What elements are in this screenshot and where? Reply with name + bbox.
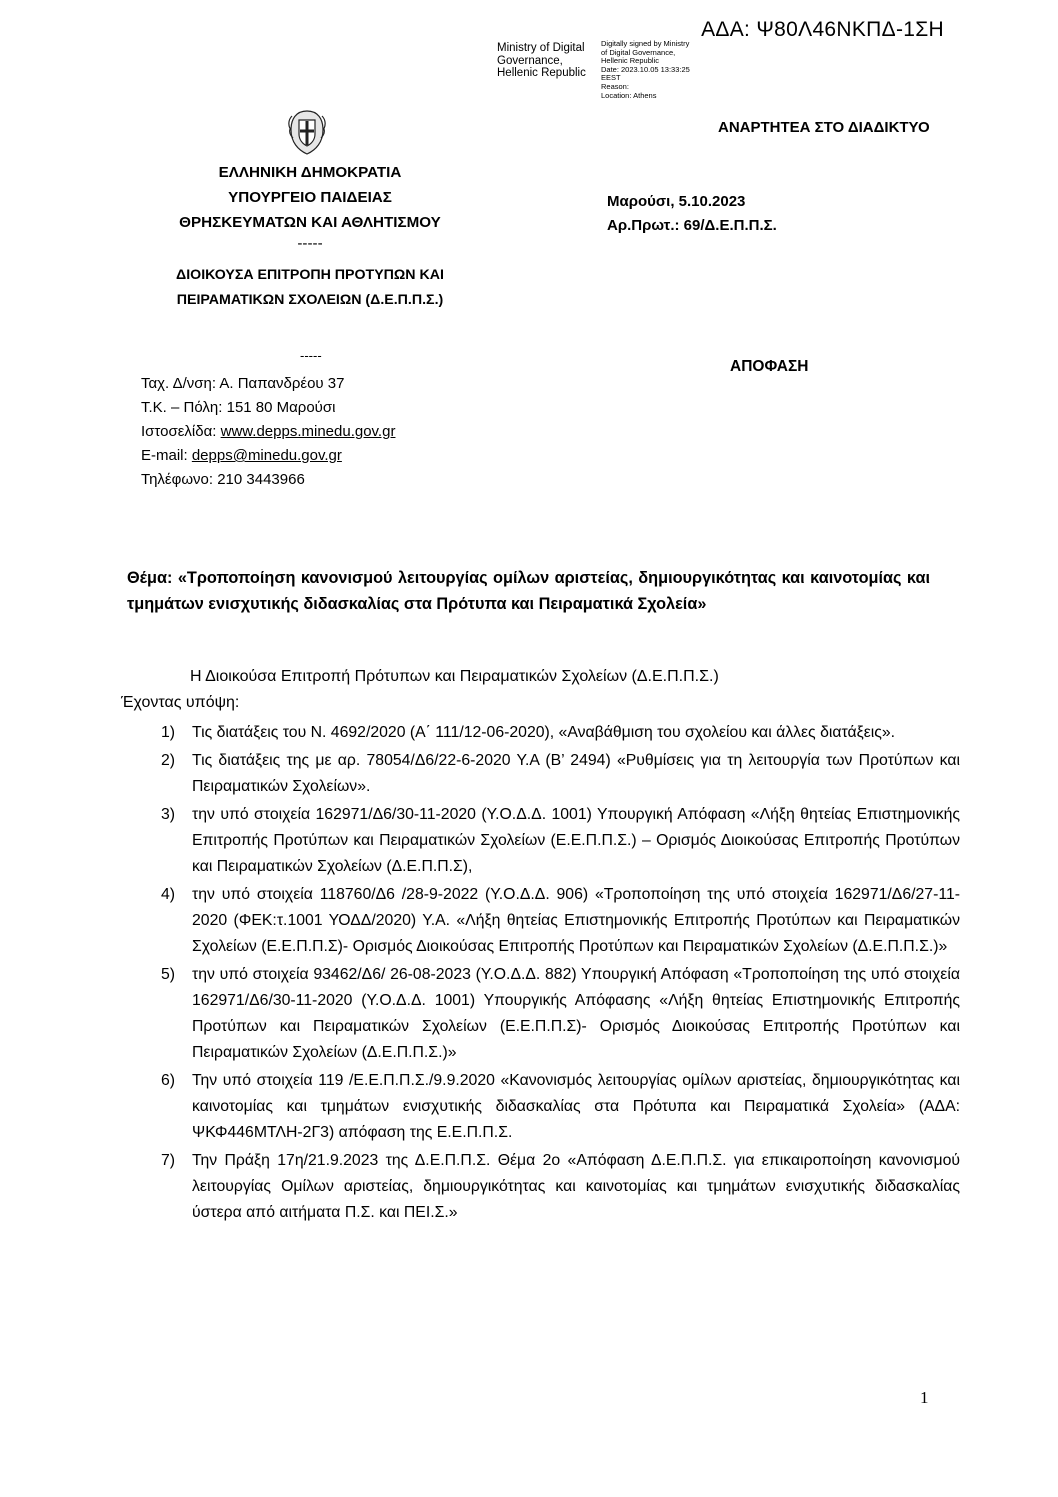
signature-detail-line: EEST xyxy=(601,73,621,83)
postal-code-city: Τ.Κ. – Πόλη: 151 80 Μαρούσι xyxy=(141,399,336,416)
signer-line: Governance, xyxy=(497,54,563,67)
signature-detail-line: Hellenic Republic xyxy=(601,56,659,66)
signer-line: Ministry of Digital xyxy=(497,42,585,54)
list-item-number: 2) xyxy=(161,752,176,769)
list-item-number: 1) xyxy=(161,724,176,741)
list-item-number: 4) xyxy=(161,886,176,903)
issuing-authority-header xyxy=(110,160,510,313)
ministry-name-line2: ΘΡΗΣΚΕΥΜΑΤΩΝ ΚΑΙ ΑΘΛΗΤΙΣΜΟΥ xyxy=(179,214,441,231)
email-line xyxy=(141,444,395,468)
decision-title: ΑΠΟΦΑΣΗ xyxy=(730,358,809,375)
protocol-number: Αρ.Πρωτ.: 69/Δ.Ε.Π.Π.Σ. xyxy=(607,217,777,234)
header-separator: ----- xyxy=(297,235,323,252)
digital-signature-details xyxy=(601,40,711,100)
country-name: ΕΛΛΗΝΙΚΗ ΔΗΜΟΚΡΑΤΙΑ xyxy=(218,164,402,181)
list-item-text: Τις διατάξεις του Ν. 4692/2020 (Α΄ 111/12-06-2020), «Αναβάθμιση του σχολείου και άλλες διατάξεις». xyxy=(192,724,896,741)
postal-address: Ταχ. Δ/νση: Α. Παπανδρέου 37 xyxy=(141,375,345,392)
website-label: Ιστοσελίδα: xyxy=(141,423,221,440)
list-item xyxy=(152,962,960,1066)
list-item-text: Την υπό στοιχεία 119 /Ε.Ε.Π.Π.Σ./9.9.2020 «Κανονισμός λειτουργίας ομίλων αριστείας, δημιουργικότητας και καινοτομίας και τμημάτων ενισχυτικής διδασκαλίας στα Πρότυπα και Πειραματικά Σχολεία» (ΑΔΑ: ΨΚΦ446ΜΤΛΗ-2Γ3) απόφαση της Ε.Ε.Π.Π.Σ. xyxy=(192,1072,960,1141)
list-item-number: 5) xyxy=(161,966,176,983)
signature-detail-line: of Digital Governance, xyxy=(601,47,676,57)
signature-detail-line: Date: 2023.10.05 13:33:25 xyxy=(601,64,690,74)
list-item-text: την υπό στοιχεία 93462/Δ6/ 26-08-2023 (Υ.Ο.Δ.Δ. 882) Υπουργική Απόφαση «Τροποποίηση της υπό στοιχεία 162971/Δ6/30-11-2020 (Υ.Ο.Δ.Δ. 1001) Υπουργικής Απόφασης «Λήξη θητείας Επιστημονικής Επιτροπής Προτύπων και Πειραματικών Σχολείων (Ε.Ε.Π.Π.Σ)- Ορισμός Διοικούσας Επιτροπής Προτύπων και Πειραματικών Σχολείων (Δ.Ε.Π.Π.Σ.)» xyxy=(192,966,960,1061)
signature-detail-line: Reason: xyxy=(601,81,629,91)
department-name xyxy=(110,263,510,313)
signature-detail-line: Digitally signed by Ministry xyxy=(601,39,690,48)
subject-line: Θέμα: «Τροποποίηση κανονισμού λειτουργίας ομίλων αριστείας, δημιουργικότητας και καινοτομίας και τμημάτων ενισχυτικής διδασκαλίας στα Πρότυπα και Πειραματικά Σχολεία» xyxy=(127,569,930,613)
place-date: Μαρούσι, 5.10.2023 xyxy=(607,193,746,210)
digital-signature-signer xyxy=(497,42,586,80)
list-item-number: 7) xyxy=(161,1152,176,1169)
greek-coat-of-arms-icon xyxy=(285,108,329,156)
list-item xyxy=(152,720,960,746)
email-label: E-mail: xyxy=(141,447,192,464)
document-meta xyxy=(607,190,777,238)
department-name-line2: ΠΕΙΡΑΜΑΤΙΚΩΝ ΣΧΟΛΕΙΩΝ (Δ.Ε.Π.Π.Σ.) xyxy=(176,292,444,308)
list-item-text: την υπό στοιχεία 162971/Δ6/30-11-2020 (Υ.Ο.Δ.Δ. 1001) Υπουργική Απόφαση «Λήξη θητείας Επιστημονικής Επιτροπής Προτύπων και Πειραματικών Σχολείων (Ε.Ε.Π.Π.Σ.) – Ορισμός Διοικούσας Επιτροπής Προτύπων και Πειραματικών Σχολείων (Δ.Ε.Π.Π.Σ), xyxy=(192,806,960,875)
list-item xyxy=(152,748,960,800)
website-line xyxy=(141,420,395,444)
list-item-text: την υπό στοιχεία 118760/Δ6 /28-9-2022 (Υ.Ο.Δ.Δ. 906) «Τροποποίηση της υπό στοιχεία 162971/Δ6/27-11-2020 (ΦΕΚ:τ.1001 ΥΟΔΔ/2020) Υ.Α. «Λήξη θητείας Επιστημονικής Επιτροπής Προτύπων και Πειραματικών Σχολείων (Ε.Ε.Π.Π.Σ)- Ορισμός Διοικούσας Επιτροπής Προτύπων και Πειραματικών Σχολείων (Δ.Ε.Π.Π.Σ.)» xyxy=(192,886,960,955)
signer-line: Hellenic Republic xyxy=(497,67,586,79)
signature-detail-line: Location: Athens xyxy=(601,90,657,100)
list-item xyxy=(152,1148,960,1226)
header-separator-2: ----- xyxy=(300,348,322,363)
department-name-line1: ΔΙΟΙΚΟΥΣΑ ΕΠΙΤΡΟΠΗ ΠΡΟΤΥΠΩΝ ΚΑΙ xyxy=(176,267,444,283)
considerations-list xyxy=(152,720,960,1228)
list-item-text: Τις διατάξεις της με αρ. 78054/Δ6/22-6-2020 Υ.Α (Β’ 2494) «Ρυθμίσεις για τη λειτουργία των Προτύπων και Πειραματικών Σχολείων». xyxy=(192,752,960,795)
contact-details xyxy=(141,372,395,492)
phone-line: Τηλέφωνο: 210 3443966 xyxy=(141,471,305,488)
list-item xyxy=(152,1068,960,1146)
page-number: 1 xyxy=(920,1388,929,1407)
list-item xyxy=(152,802,960,880)
ada-code: ΑΔΑ: Ψ80Λ46ΝΚΠΔ-1ΣΗ xyxy=(701,18,944,41)
list-item-number: 3) xyxy=(161,806,176,823)
list-item xyxy=(152,882,960,960)
list-item-number: 6) xyxy=(161,1072,176,1089)
email-link[interactable]: depps@minedu.gov.gr xyxy=(191,447,342,464)
having-regard-label: Έχοντας υπόψη: xyxy=(121,694,240,711)
intro-line: Η Διοικούσα Επιτροπή Πρότυπων και Πειραματικών Σχολείων (Δ.Ε.Π.Π.Σ.) xyxy=(190,668,719,685)
publish-note: ΑΝΑΡΤΗΤΕΑ ΣΤΟ ΔΙΑΔΙΚΤΥΟ xyxy=(718,119,930,136)
list-item-text: Την Πράξη 17η/21.9.2023 της Δ.Ε.Π.Π.Σ. Θέμα 2ο «Απόφαση Δ.Ε.Π.Π.Σ. για επικαιροποίηση κανονισμού λειτουργίας Ομίλων αριστείας, δημιουργικότητας και καινοτομίας και τμημάτων ενισχυτικής διδασκαλίας ύστερα από αιτήματα Π.Σ. και ΠΕΙ.Σ.» xyxy=(192,1152,960,1221)
website-link[interactable]: www.depps.minedu.gov.gr xyxy=(220,423,396,440)
ministry-name-line1: ΥΠΟΥΡΓΕΙΟ ΠΑΙΔΕΙΑΣ xyxy=(228,189,392,206)
